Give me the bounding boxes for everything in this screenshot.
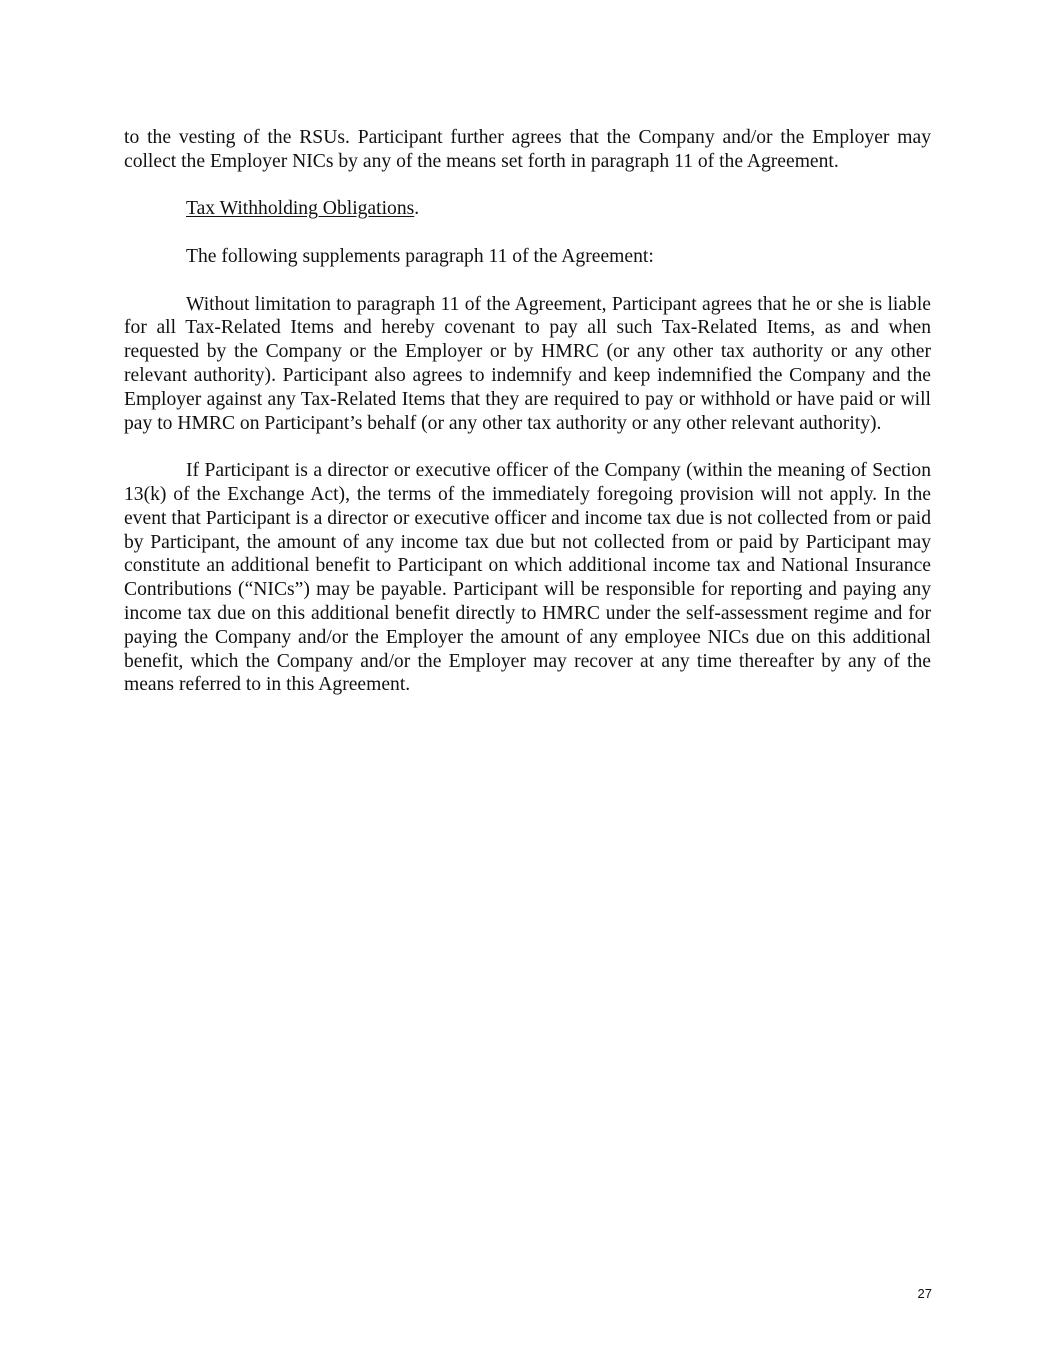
document-body — [124, 126, 931, 697]
page-number: 27 — [917, 1286, 932, 1301]
paragraph-supplements: The following supplements paragraph 11 of the Agreement: — [186, 245, 654, 267]
section-heading-text: Tax Withholding Obligations — [186, 198, 415, 220]
paragraph-tax-liability: Without limitation to paragraph 11 of the Agreement, Participant agrees that he or she is liable for all Tax-Related Items and hereby covenant to pay all such Tax-Related Items, as and when requested by the Company or the Employer or by HMRC (or any other tax authority or any other relevant authority). Participant also agrees to indemnify and keep indemnified the Company and the Employer against any Tax-Related Items that they are required to pay or withhold or have paid or will pay to HMRC on Participant’s behalf (or any other tax authority or any other relevant authority). — [124, 293, 931, 434]
paragraph-vesting-continuation: to the vesting of the RSUs. Participant further agrees that the Company and/or the Employer may collect the Employer NICs by any of the means set forth in paragraph 11 of the Agreement. — [124, 127, 931, 172]
section-heading — [124, 197, 931, 221]
section-heading-period: . — [414, 198, 420, 220]
paragraph-director-officer: If Participant is a director or executive officer of the Company (within the meaning of Section 13(k) of the Exchange Act), the terms of the immediately foregoing provision will not apply. In the event that Participant is a director or executive officer and income tax due is not collected from or paid by Participant, the amount of any income tax due but not collected from or paid by Participant may constitute an additional benefit to Participant on which additional income tax and National Insurance Contributions (“NICs”) may be payable. Participant will be responsible for reporting and paying any income tax due on this additional benefit directly to HMRC under the self-assessment regime and for paying the Company and/or the Employer the amount of any employee NICs due on this additional benefit, which the Company and/or the Employer may recover at any time thereafter by any of the means referred to in this Agreement. — [124, 460, 931, 696]
